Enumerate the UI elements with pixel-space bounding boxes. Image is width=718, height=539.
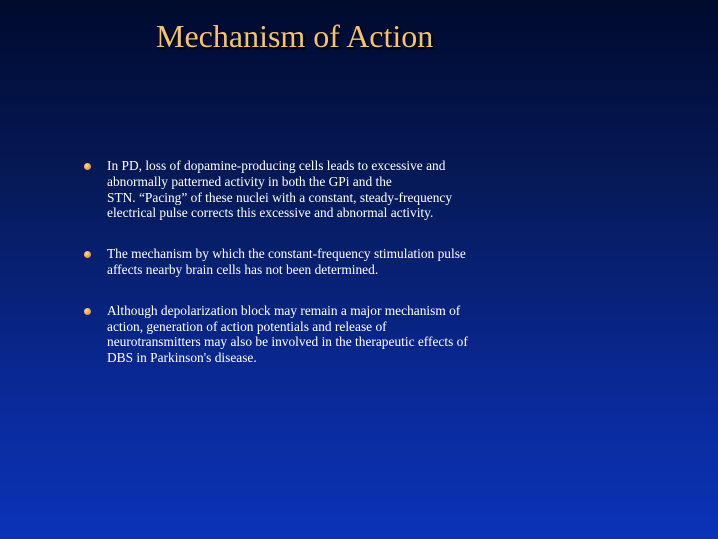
slide-title: Mechanism of Action [156,18,434,54]
bullet-line: electrical pulse corrects this excessive and abnormal activity. [107,205,434,221]
bullet-dot-icon [84,308,91,315]
bullet-dot-icon [84,163,91,170]
bullet-line: neurotransmitters may also be involved in the therapeutic effects of [107,334,468,350]
bullet-line: abnormally patterned activity in both the GPi and the [107,173,392,189]
bullet-item [84,246,584,278]
bullet-line: STN. “Pacing” of these nuclei with a constant, steady-frequency [107,189,453,205]
bullet-dot-icon [84,251,91,258]
bullet-line: In PD, loss of dopamine-producing cells leads to excessive and [107,158,446,173]
bullet-line: Although depolarization block may remain a major mechanism of [107,302,461,318]
bullet-item [84,303,584,366]
bullet-line: DBS in Parkinson's disease. [107,350,257,366]
bullet-line: The mechanism by which the constant-frequency stimulation pulse [107,246,466,262]
bullet-line: affects nearby brain cells has not been determined. [107,261,379,277]
bullet-list [84,158,584,366]
bullet-item [84,158,584,221]
bullet-line: action, generation of action potentials and release of [107,318,387,334]
